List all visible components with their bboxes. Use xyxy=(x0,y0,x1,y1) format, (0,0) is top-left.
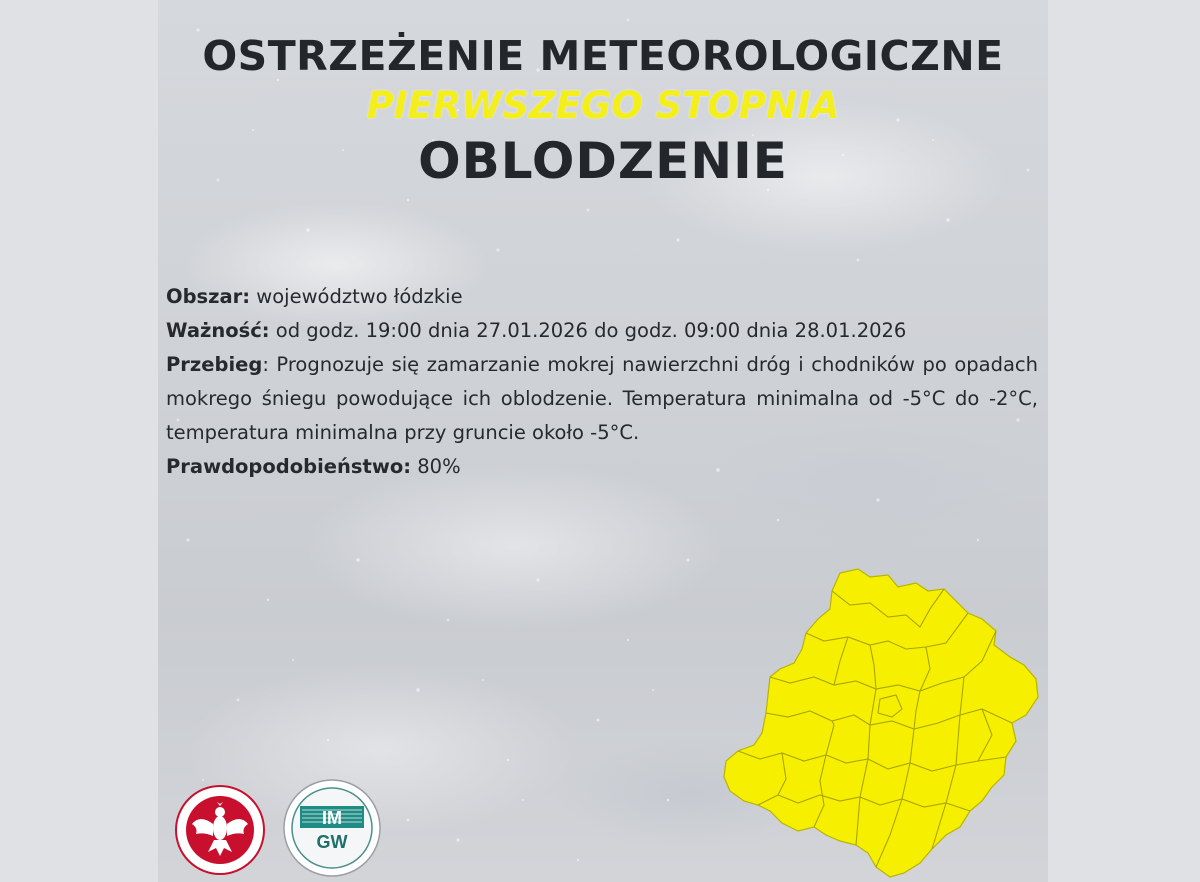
warning-details xyxy=(166,280,1038,484)
imgw-logo-top: IM xyxy=(322,808,342,828)
course-line xyxy=(166,348,1038,450)
course-label: Przebieg xyxy=(166,353,263,376)
area-label: Obszar: xyxy=(166,285,251,308)
validity-line xyxy=(166,314,1038,348)
poland-eagle-emblem-icon xyxy=(174,784,266,876)
warning-card xyxy=(158,0,1048,882)
validity-label: Ważność: xyxy=(166,319,270,342)
warning-title: OSTRZEŻENIE METEOROLOGICZNE xyxy=(202,32,1004,80)
area-line xyxy=(166,280,1038,314)
area-value: województwo łódzkie xyxy=(256,285,463,308)
imgw-logo-bottom: GW xyxy=(316,832,348,852)
imgw-logo-icon xyxy=(282,778,382,878)
lodzkie-voivodeship-map-icon xyxy=(720,565,1042,880)
validity-value: od godz. 19:00 dnia 27.01.2026 do godz. 09:00 dnia 28.01.2026 xyxy=(275,319,907,342)
probability-line xyxy=(166,450,1038,484)
warning-type: OBLODZENIE xyxy=(418,132,788,190)
probability-label: Prawdopodobieństwo: xyxy=(166,455,412,478)
course-value: : Prognozuje się zamarzanie mokrej nawierzchni dróg i chodników po opadach mokrego śniegu powodujące ich oblodzenie. Temperatura minimalna od -5°C do -2°C, temperatura minimalna przy gruncie około -5°C. xyxy=(166,353,1038,444)
probability-value: 80% xyxy=(417,455,461,478)
warning-level: PIERWSZEGO STOPNIA xyxy=(366,84,840,127)
